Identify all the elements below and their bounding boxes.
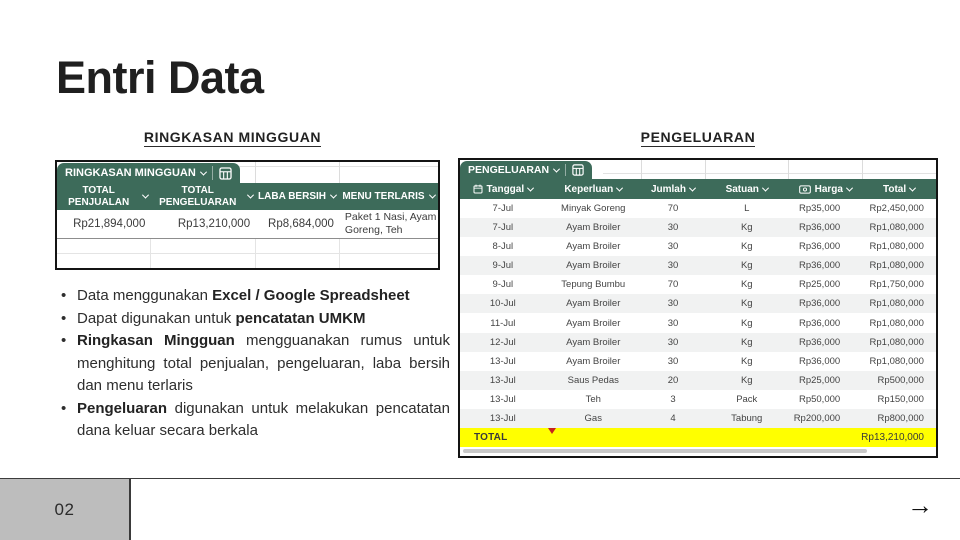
- expense-cell: Rp1,080,000: [869, 241, 924, 253]
- expense-cell: Kg: [740, 222, 753, 234]
- expense-row: [460, 352, 936, 371]
- expense-cell: Kg: [740, 336, 753, 348]
- sheet-tab-strip: [460, 160, 936, 179]
- expense-cell: Rp1,080,000: [869, 222, 924, 234]
- expense-cell: Rp25,000: [798, 279, 841, 291]
- horizontal-scrollbar[interactable]: [463, 449, 867, 453]
- expense-cell: Kg: [740, 241, 753, 253]
- ringkasan-header-row: [57, 183, 438, 210]
- expense-cell: Rp36,000: [798, 298, 841, 310]
- total-value: Rp13,210,000: [861, 432, 924, 443]
- expense-cell: Kg: [740, 355, 753, 367]
- expense-cell: Rp150,000: [877, 393, 924, 405]
- tab-pengeluaran[interactable]: [460, 161, 592, 179]
- expense-cell: Rp36,000: [798, 260, 841, 272]
- expense-cell: 13-Jul: [489, 374, 516, 386]
- empty-row: [57, 254, 438, 268]
- chevron-down-icon[interactable]: [616, 184, 623, 191]
- expense-row: [460, 371, 936, 390]
- page-title: Entri Data: [56, 52, 264, 103]
- expense-cell: Saus Pedas: [567, 374, 619, 386]
- expense-cell: 9-Jul: [492, 279, 514, 291]
- expense-cell: 7-Jul: [492, 203, 514, 215]
- expense-cell: Rp36,000: [798, 355, 841, 367]
- expense-cell: 4: [670, 412, 676, 424]
- expense-cell: 8-Jul: [492, 241, 514, 253]
- expense-cell: Rp50,000: [798, 393, 841, 405]
- expense-cell: Ayam Broiler: [566, 355, 621, 367]
- expense-cell: Ayam Broiler: [566, 241, 621, 253]
- column-header-harga: Harga: [788, 184, 862, 195]
- chevron-down-icon[interactable]: [553, 165, 560, 172]
- expense-cell: 13-Jul: [489, 393, 516, 405]
- expense-cell: Ayam Broiler: [566, 317, 621, 329]
- expense-row: [460, 313, 936, 332]
- cell-total-pengeluaran: Rp13,210,000: [177, 218, 251, 230]
- column-header: LABA BERSIH: [255, 183, 339, 210]
- expense-row: [460, 256, 936, 275]
- expense-row: [460, 237, 936, 256]
- expense-cell: Pack: [736, 393, 758, 405]
- expense-cell: Ayam Broiler: [566, 222, 621, 234]
- expense-cell: L: [744, 203, 750, 215]
- expense-row: [460, 294, 936, 313]
- chevron-down-icon[interactable]: [247, 192, 254, 199]
- expense-cell: 30: [667, 317, 679, 329]
- total-row: [460, 428, 936, 447]
- expense-cell: Rp35,000: [798, 203, 841, 215]
- expense-row: [460, 275, 936, 294]
- expense-cell: Teh: [585, 393, 601, 405]
- expense-cell: Rp500,000: [877, 374, 924, 386]
- expense-cell: 9-Jul: [492, 260, 514, 272]
- chevron-down-icon[interactable]: [762, 184, 769, 191]
- ringkasan-screenshot: [55, 160, 440, 270]
- column-header-satuan: Satuan: [705, 184, 788, 195]
- expense-cell: Gas: [584, 412, 602, 424]
- chevron-down-icon[interactable]: [142, 192, 149, 199]
- comment-marker-icon: [548, 428, 556, 434]
- chevron-down-icon[interactable]: [527, 184, 534, 191]
- expense-cell: 12-Jul: [489, 336, 516, 348]
- expense-row: [460, 218, 936, 237]
- currency-icon: [799, 185, 811, 194]
- expense-cell: Rp1,080,000: [869, 355, 924, 367]
- chevron-down-icon[interactable]: [429, 192, 436, 199]
- expense-cell: Rp1,080,000: [869, 298, 924, 310]
- expense-cell: 70: [667, 279, 679, 291]
- cell-laba-bersih: Rp8,684,000: [268, 218, 334, 230]
- expense-cell: Kg: [740, 317, 753, 329]
- bullet-item: • Dapat digunakan untuk pencatatan UMKM: [58, 308, 450, 331]
- expense-cell: 30: [667, 355, 679, 367]
- expense-cell: Rp36,000: [798, 241, 841, 253]
- column-header: TOTAL PENJUALAN: [57, 183, 150, 210]
- pengeluaran-screenshot: [458, 158, 938, 458]
- expense-cell: Rp1,080,000: [869, 317, 924, 329]
- ringkasan-data-row: [57, 210, 438, 239]
- expense-cell: Tepung Bumbu: [561, 279, 626, 291]
- chevron-down-icon[interactable]: [689, 184, 696, 191]
- expense-row: [460, 390, 936, 409]
- expense-cell: Rp1,080,000: [869, 336, 924, 348]
- next-arrow-button[interactable]: →: [907, 490, 933, 520]
- expense-cell: 70: [667, 203, 679, 215]
- expense-cell: Ayam Broiler: [566, 298, 621, 310]
- section-label-pengeluaran: PENGELUARAN: [640, 129, 756, 145]
- expense-cell: 7-Jul: [492, 222, 514, 234]
- tab-label: RINGKASAN MINGGUAN: [65, 167, 196, 179]
- calendar-icon: [473, 184, 483, 194]
- empty-row: [57, 239, 438, 254]
- expense-cell: 20: [667, 374, 679, 386]
- expense-cell: Kg: [740, 260, 753, 272]
- column-header: TOTAL PENGELUARAN: [150, 183, 255, 210]
- expense-cell: Rp25,000: [798, 374, 841, 386]
- chevron-down-icon[interactable]: [200, 168, 207, 175]
- expense-cell: 30: [667, 241, 679, 253]
- expense-cell: 30: [667, 298, 679, 310]
- bullet-item: • Data menggunakan Excel / Google Spreadsheet: [58, 285, 450, 308]
- page-number: 02: [54, 499, 75, 519]
- section-label-ringkasan: RINGKASAN MINGGUAN: [143, 129, 322, 145]
- expense-cell: 30: [667, 222, 679, 234]
- expense-cell: 10-Jul: [489, 298, 516, 310]
- expense-cell: 3: [670, 393, 676, 405]
- bullet-list: [58, 285, 450, 443]
- cell-menu-terlaris: Paket 1 Nasi, Ayam Goreng, Teh: [344, 211, 437, 236]
- table-icon: [572, 164, 584, 176]
- expense-cell: 13-Jul: [489, 412, 516, 424]
- bullet-item: • Pengeluaran digunakan untuk melakukan pencatatan dana keluar secara berkala: [58, 398, 450, 443]
- chevron-down-icon[interactable]: [846, 184, 853, 191]
- chevron-down-icon[interactable]: [909, 184, 916, 191]
- expense-cell: 30: [667, 260, 679, 272]
- chevron-down-icon[interactable]: [330, 192, 337, 199]
- expense-cell: Tabung: [731, 412, 763, 424]
- column-header-jumlah: Jumlah: [641, 184, 705, 195]
- tab-label: PENGELUARAN: [468, 164, 550, 176]
- bullet-item: • Ringkasan Mingguan mengguanakan rumus untuk menghitung total penjualan, pengeluaran, laba bersih dan menu terlaris: [58, 330, 450, 398]
- expense-cell: Rp800,000: [877, 412, 924, 424]
- column-header: MENU TERLARIS: [339, 183, 438, 210]
- expense-cell: Rp1,750,000: [869, 279, 924, 291]
- sheet-tab-strip: [57, 162, 438, 183]
- expense-cell: 13-Jul: [489, 355, 516, 367]
- column-header-tanggal: Tanggal: [460, 184, 546, 195]
- expense-cell: Rp200,000: [793, 412, 841, 424]
- table-icon: [219, 167, 232, 180]
- expense-cell: Rp36,000: [798, 317, 841, 329]
- expense-cell: Kg: [740, 298, 753, 310]
- expense-cell: 30: [667, 336, 679, 348]
- expense-row: [460, 409, 936, 428]
- expense-cell: Rp36,000: [798, 222, 841, 234]
- expense-cell: Rp36,000: [798, 336, 841, 348]
- expense-row: [460, 333, 936, 352]
- expense-row: [460, 199, 936, 218]
- cell-total-penjualan: Rp21,894,000: [73, 218, 146, 230]
- expense-cell: Kg: [740, 279, 753, 291]
- scroll-track: [460, 447, 936, 456]
- expense-cell: Minyak Goreng: [561, 203, 626, 215]
- column-header-keperluan: Keperluan: [546, 184, 641, 195]
- tab-ringkasan-mingguan[interactable]: [57, 163, 240, 183]
- expense-cell: Rp1,080,000: [869, 260, 924, 272]
- total-label: TOTAL: [474, 432, 508, 443]
- expense-cell: Ayam Broiler: [566, 260, 621, 272]
- pengeluaran-rows: [460, 199, 936, 428]
- page-number-box: [0, 479, 131, 540]
- column-header-total: Total: [862, 184, 936, 195]
- footer-divider: [0, 478, 960, 479]
- expense-cell: Kg: [740, 374, 753, 386]
- expense-cell: Ayam Broiler: [566, 336, 621, 348]
- expense-cell: 11-Jul: [490, 317, 516, 329]
- expense-cell: Rp2,450,000: [869, 203, 924, 215]
- pengeluaran-header-row: [460, 179, 936, 199]
